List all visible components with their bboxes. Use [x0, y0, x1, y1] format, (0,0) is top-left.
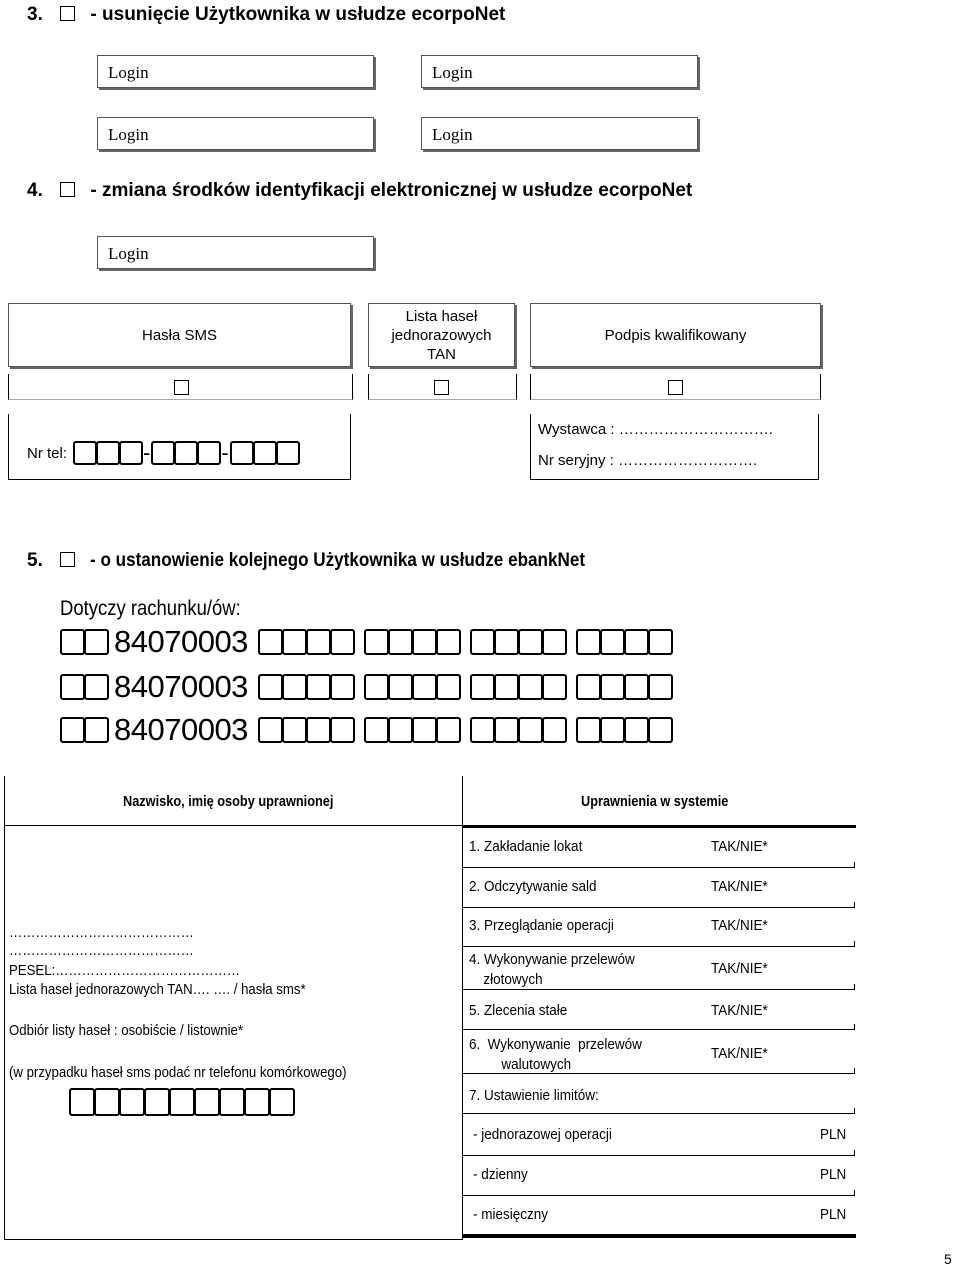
serial-field[interactable]: Nr seryjny : ………………………. — [538, 452, 758, 469]
account-digit-box[interactable] — [282, 717, 307, 743]
certificate-cell — [530, 414, 819, 480]
mobile-digit-box[interactable] — [219, 1088, 245, 1116]
phone-digit-box[interactable] — [276, 441, 300, 465]
account-digit-box[interactable] — [364, 629, 389, 655]
qualified-check-cell — [530, 374, 821, 400]
mobile-digit-box[interactable] — [269, 1088, 295, 1116]
account-digit-box[interactable] — [542, 674, 567, 700]
account-digit-box[interactable] — [330, 717, 355, 743]
login-field-1[interactable] — [97, 55, 374, 88]
login-field-5[interactable] — [97, 236, 374, 269]
permission-value[interactable]: TAK/NIE* — [711, 838, 768, 855]
account-digit-box[interactable] — [258, 717, 283, 743]
account-digit-box[interactable] — [600, 674, 625, 700]
account-digit-box[interactable] — [60, 674, 85, 700]
section4-number: 4. — [27, 180, 43, 201]
permission-label: 2. Odczytywanie sald — [469, 878, 597, 895]
mobile-digit-box[interactable] — [244, 1088, 270, 1116]
phone-digit-box[interactable] — [151, 441, 175, 465]
section3-heading — [27, 4, 505, 26]
permission-value[interactable]: TAK/NIE* — [711, 1045, 768, 1062]
mobile-digit-box[interactable] — [94, 1088, 120, 1116]
limit-label: - miesięczny — [473, 1206, 549, 1223]
permission-label: 1. Zakładanie lokat — [469, 838, 583, 855]
account-digit-box[interactable] — [494, 717, 519, 743]
permission-label: 5. Zlecenia stałe — [469, 1002, 568, 1019]
mobile-digit-box[interactable] — [119, 1088, 145, 1116]
tan-check-cell — [368, 374, 517, 400]
login-label: Login — [432, 63, 473, 82]
login-label: Login — [108, 244, 149, 263]
account-digit-box[interactable] — [436, 674, 461, 700]
row-divider — [463, 1108, 855, 1114]
account-digit-box[interactable] — [542, 717, 567, 743]
phone-label: Nr tel: — [27, 444, 68, 462]
account-digit-box[interactable] — [306, 674, 331, 700]
phone-digit-box[interactable] — [119, 441, 143, 465]
phone-digit-box[interactable] — [253, 441, 277, 465]
mobile-digit-box[interactable] — [69, 1088, 95, 1116]
account-bank-code: 84070003 — [114, 624, 248, 659]
phone-digit-box[interactable] — [230, 441, 254, 465]
section3-number: 3. — [27, 4, 43, 25]
account-digit-box[interactable] — [388, 674, 413, 700]
section4-heading — [27, 180, 692, 202]
col1-header: Nazwisko, imię osoby uprawnionej — [123, 793, 334, 810]
accounts-label: Dotyczy rachunku/ów: — [60, 597, 241, 620]
account-digit-box[interactable] — [282, 674, 307, 700]
login-label: Login — [108, 125, 149, 144]
account-digit-box[interactable] — [330, 629, 355, 655]
permission-label: 3. Przeglądanie operacji — [469, 917, 614, 934]
account-digit-box[interactable] — [436, 629, 461, 655]
account-digit-box[interactable] — [470, 674, 495, 700]
phone-digit-box[interactable] — [73, 441, 97, 465]
limit-currency: PLN — [820, 1206, 847, 1223]
account-digit-box[interactable] — [518, 674, 543, 700]
method-qualified — [530, 303, 821, 367]
account-digit-box[interactable] — [576, 717, 601, 743]
method-sms — [8, 303, 351, 367]
account-digit-box[interactable] — [648, 674, 673, 700]
account-digit-box[interactable] — [364, 717, 389, 743]
phone-digit-box[interactable] — [197, 441, 221, 465]
col2-header: Uprawnienia w systemie — [581, 793, 729, 810]
account-digit-box[interactable] — [364, 674, 389, 700]
account-digit-box[interactable] — [470, 717, 495, 743]
row-divider — [463, 1190, 855, 1196]
name-dots[interactable]: …………………………………… — [9, 924, 194, 941]
table-header-col1 — [4, 776, 463, 826]
sms-checkbox[interactable] — [174, 380, 189, 395]
section5-number: 5. — [27, 550, 43, 571]
section4-checkbox[interactable] — [60, 182, 75, 197]
permission-value[interactable]: TAK/NIE* — [711, 1002, 768, 1019]
method-tan — [368, 303, 515, 367]
account-digit-box[interactable] — [84, 629, 109, 655]
account-digit-box[interactable] — [494, 674, 519, 700]
account-digit-box[interactable] — [306, 629, 331, 655]
section3-title: - usunięcie Użytkownika w usłudze ecorpoNet — [90, 4, 506, 25]
account-row-3 — [60, 710, 682, 750]
phone-dash: - — [143, 440, 151, 465]
limit-label: - jednorazowej operacji — [473, 1126, 612, 1143]
section5-checkbox[interactable] — [60, 552, 75, 567]
account-digit-box[interactable] — [258, 674, 283, 700]
row-divider — [463, 1024, 855, 1030]
name-dots[interactable]: …………………………………… — [9, 942, 194, 959]
section3-checkbox[interactable] — [60, 6, 75, 21]
mobile-digit-box[interactable] — [169, 1088, 195, 1116]
pesel-field[interactable]: PESEL:…………………………………… — [9, 962, 241, 979]
account-digit-box[interactable] — [388, 629, 413, 655]
method-sms-label: Hasła SMS — [141, 326, 218, 344]
account-digit-box[interactable] — [412, 717, 437, 743]
account-digit-box[interactable] — [542, 629, 567, 655]
table-bottom-border — [463, 1234, 856, 1238]
sms-note: (w przypadku haseł sms podać nr telefonu komórkowego) — [9, 1064, 347, 1081]
tan-sms-choice: Lista haseł jednorazowych TAN…. …. / hasła sms* — [9, 981, 306, 998]
account-digit-box[interactable] — [282, 629, 307, 655]
account-digit-box[interactable] — [412, 674, 437, 700]
row-divider — [463, 862, 855, 868]
permission-value[interactable]: TAK/NIE* — [711, 878, 768, 895]
method-tan-label: Lista haseł jednorazowych TAN — [391, 307, 492, 363]
qualified-checkbox[interactable] — [668, 380, 683, 395]
account-digit-box[interactable] — [494, 629, 519, 655]
limits-title: 7. Ustawienie limitów: — [469, 1087, 599, 1104]
table-header-col2 — [463, 776, 856, 828]
pickup-choice: Odbiór listy haseł : osobiście / listownie* — [9, 1022, 244, 1039]
account-digit-box[interactable] — [648, 717, 673, 743]
login-field-3[interactable] — [97, 117, 374, 150]
section5-heading — [27, 550, 640, 572]
account-bank-code: 84070003 — [114, 669, 248, 704]
account-digit-box[interactable] — [436, 717, 461, 743]
login-field-4[interactable] — [421, 117, 698, 150]
mobile-digit-box[interactable] — [144, 1088, 170, 1116]
account-digit-box[interactable] — [600, 717, 625, 743]
limit-label: - dzienny — [473, 1166, 528, 1183]
permission-value[interactable]: TAK/NIE* — [711, 960, 768, 977]
login-field-2[interactable] — [421, 55, 698, 88]
account-digit-box[interactable] — [306, 717, 331, 743]
limit-currency: PLN — [820, 1126, 847, 1143]
account-digit-box[interactable] — [648, 629, 673, 655]
account-digit-box[interactable] — [518, 629, 543, 655]
tan-checkbox[interactable] — [434, 380, 449, 395]
account-digit-box[interactable] — [518, 717, 543, 743]
login-label: Login — [432, 125, 473, 144]
account-digit-box[interactable] — [576, 674, 601, 700]
account-row-1 — [60, 622, 682, 662]
permission-value[interactable]: TAK/NIE* — [711, 917, 768, 934]
row-divider — [463, 984, 855, 990]
section5-title: - o ustanowienie kolejnego Użytkownika w usłudze ebankNet — [90, 550, 586, 571]
phone-dash: - — [221, 440, 229, 465]
person-cell — [4, 826, 463, 1240]
login-label: Login — [108, 63, 149, 82]
account-digit-box[interactable] — [330, 674, 355, 700]
account-digit-box[interactable] — [470, 629, 495, 655]
sms-check-cell — [8, 374, 353, 400]
limit-currency: PLN — [820, 1166, 847, 1183]
phone-cell — [8, 414, 351, 480]
mobile-digit-box[interactable] — [194, 1088, 220, 1116]
permission-label-text: 6. Wykonywanie przelewów walutowych — [469, 1036, 642, 1073]
account-digit-box[interactable] — [258, 629, 283, 655]
phone-digit-box[interactable] — [96, 441, 120, 465]
account-digit-box[interactable] — [624, 717, 649, 743]
account-digit-box[interactable] — [60, 629, 85, 655]
account-digit-box[interactable] — [84, 717, 109, 743]
account-digit-box[interactable] — [60, 717, 85, 743]
account-digit-box[interactable] — [624, 629, 649, 655]
account-row-2 — [60, 667, 682, 707]
section4-title: - zmiana środków identyfikacji elektronicznej w usłudze ecorpoNet — [90, 180, 693, 201]
permission-label-text: 4. Wykonywanie przelewów złotowych — [469, 951, 635, 988]
issuer-field[interactable]: Wystawca : …………………………. — [538, 421, 773, 438]
method-qualified-label: Podpis kwalifikowany — [604, 326, 747, 344]
row-divider — [463, 902, 855, 908]
account-digit-box[interactable] — [600, 629, 625, 655]
account-digit-box[interactable] — [576, 629, 601, 655]
row-divider — [463, 1150, 855, 1156]
row-divider — [463, 941, 855, 947]
account-digit-box[interactable] — [412, 629, 437, 655]
account-digit-box[interactable] — [388, 717, 413, 743]
phone-digit-box[interactable] — [174, 441, 198, 465]
page-number: 5 — [944, 1251, 952, 1267]
row-divider — [463, 1068, 855, 1074]
account-digit-box[interactable] — [624, 674, 649, 700]
account-digit-box[interactable] — [84, 674, 109, 700]
mobile-number-boxes — [69, 1088, 294, 1116]
account-bank-code: 84070003 — [114, 712, 248, 747]
